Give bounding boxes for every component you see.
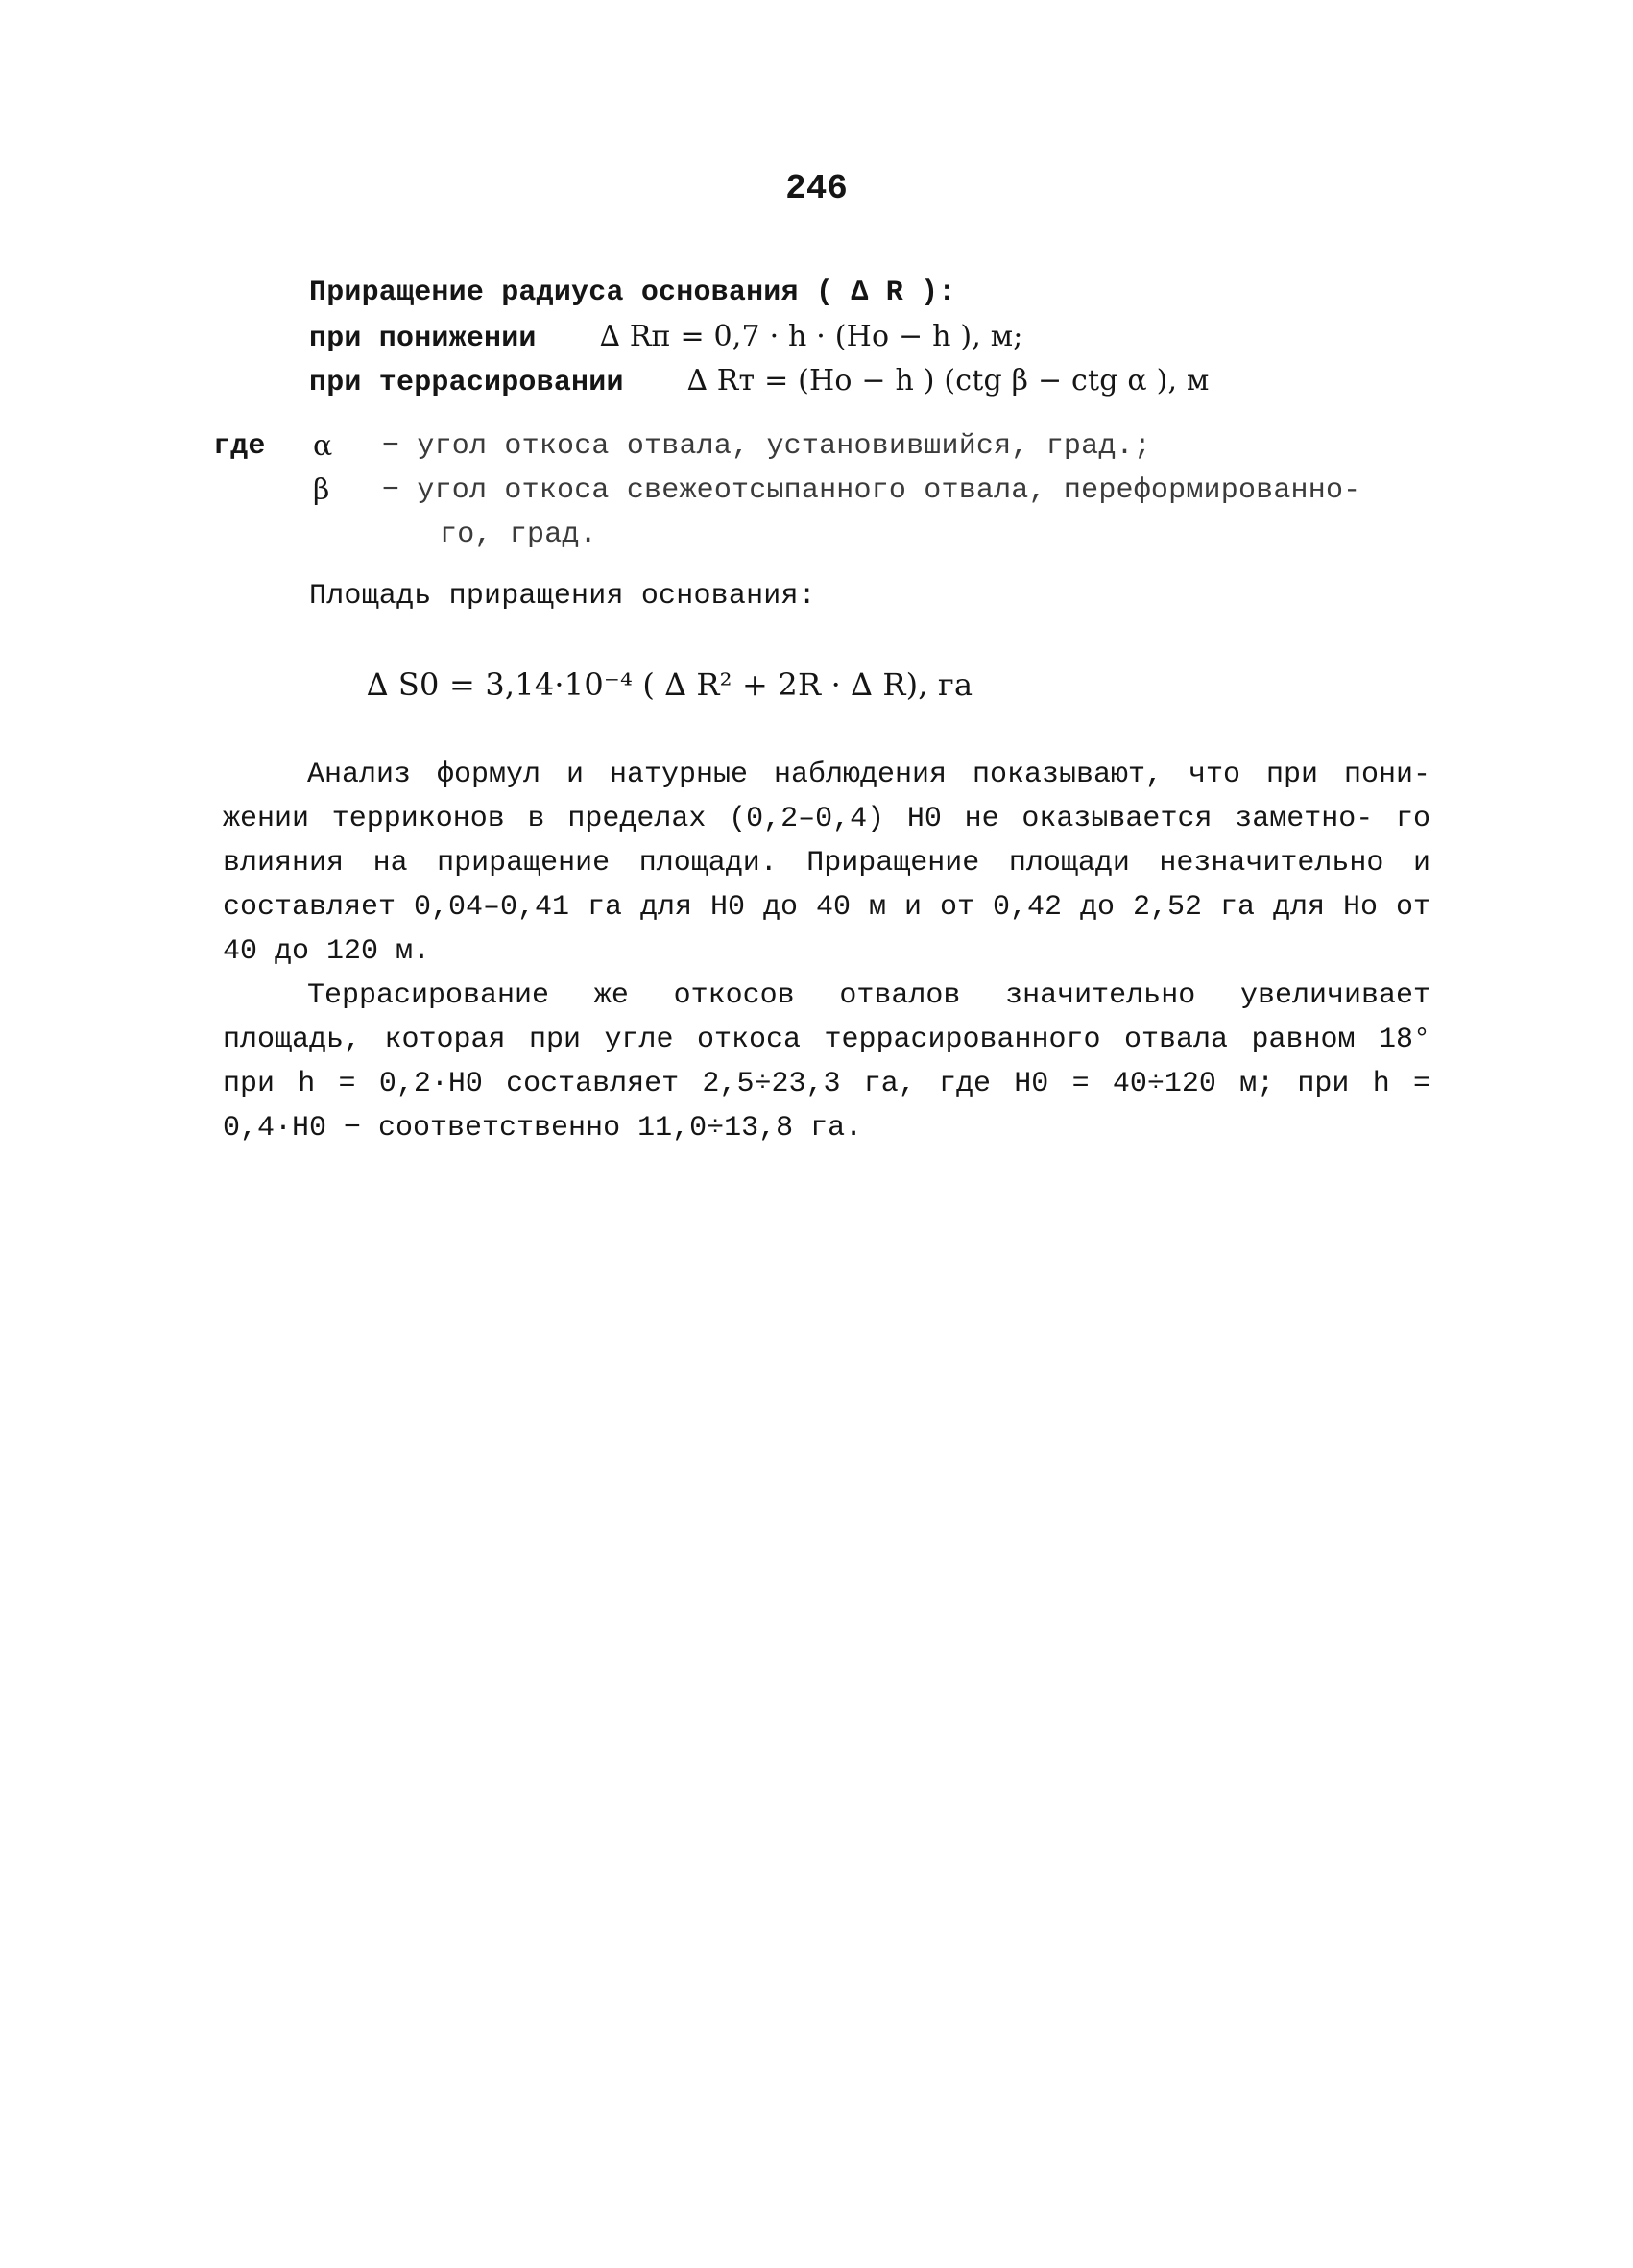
paragraph-terracing: Террасирование же откосов отвалов значительно увеличивает площадь, которая при угле откоса террасированного отвала равном 18° при h = 0,2·H0 составляет 2,5÷23,3 га, где H0 = 40÷120 м; при h = 0,4·H0 − соответственно 11,0÷13,8 га. [223, 979, 1430, 1145]
definition-text: − угол откоса свежеотсыпанного отвала, переформированно- [382, 474, 1361, 507]
body-text [223, 753, 1430, 1150]
formula-terracing: ∆ Rт = (Ho − h ) (ctg β − ctg α ), м [686, 364, 1210, 398]
section-title: Приращение радиуса основания ( ∆ R ): [309, 277, 956, 309]
definition-continuation: го, град. [440, 519, 597, 551]
case-lowering-label: при понижении [309, 323, 537, 355]
formula-lowering-line [309, 315, 1023, 361]
definition-symbol: α [313, 429, 333, 463]
page-number: 246 [785, 169, 848, 208]
formula-terracing-line [309, 359, 1210, 405]
area-title: Площадь приращения основания: [309, 580, 816, 613]
case-terracing-label: при террасировании [309, 367, 624, 399]
definition-text: − угол откоса отвала, установившийся, град.; [382, 430, 1151, 463]
paragraph-analysis: Анализ формул и натурные наблюдения показывают, что при пони- жении терриконов в пределах (0,2–0,4) H0 не оказывается заметно- го влияния на приращение площади. Приращение площади незначительно и составляет 0,04–0,41 га для H0 до 40 м и от 0,42 до 2,52 га для Ho от 40 до 120 м. [223, 759, 1430, 968]
formula-lowering: ∆ Rп = 0,7 · h · (Ho − h ), м; [599, 320, 1023, 353]
definition-symbol: β [313, 473, 330, 507]
area-formula: ∆ S0 = 3,14·10⁻⁴ ( ∆ R² + 2R · ∆ R), га [367, 666, 973, 703]
where-word: где [213, 430, 266, 463]
